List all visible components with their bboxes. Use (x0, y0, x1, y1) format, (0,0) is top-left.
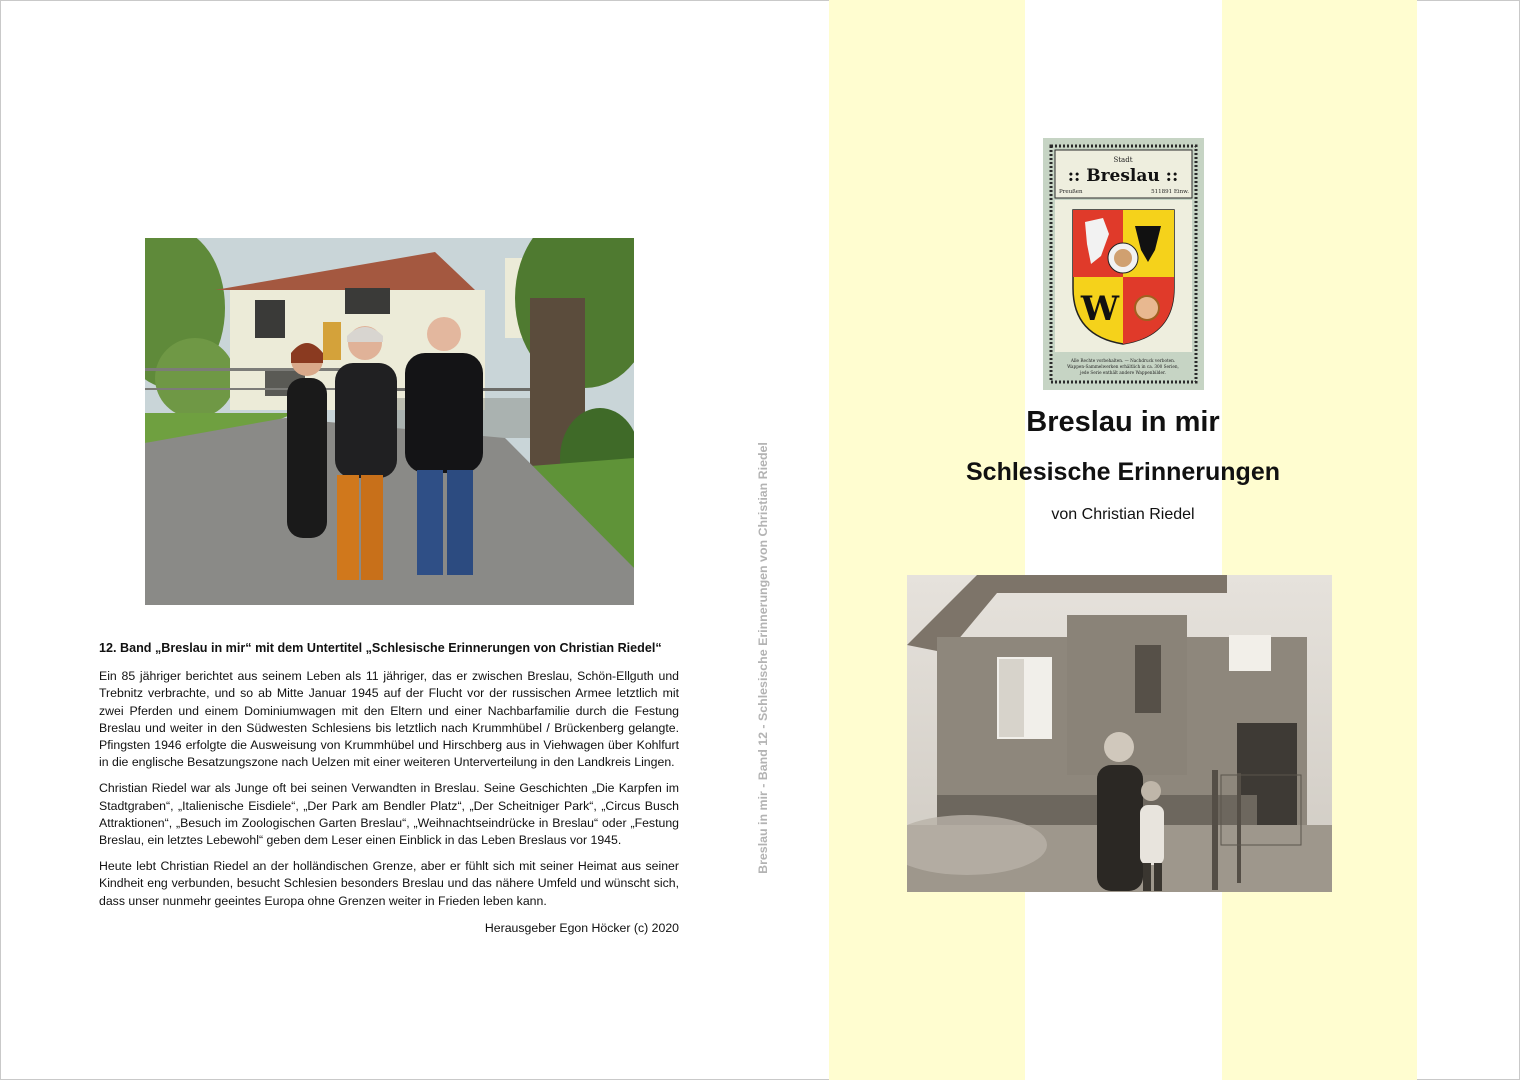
front-cover-photo (907, 575, 1332, 892)
book-author: von Christian Riedel (1051, 506, 1195, 523)
back-cover-text (99, 640, 679, 937)
book-subtitle: Schlesische Erinnerungen (966, 458, 1280, 486)
back-paragraph-3: Heute lebt Christian Riedel an der holländischen Grenze, aber er fühlt sich mit seiner Heimat aus seiner Kindheit eng verbunden, besucht Schlesien besonders Breslau und das nähere Umfeld und wünscht sich, dass unser nunmehr geeintes Europa ohne Grenzen weiter in Frieden leben kann. (99, 859, 679, 908)
stamp-top-small: Stadt (1113, 156, 1133, 164)
spine-text: Breslau in mir - Band 12 - Schlesische Erinnerungen von Christian Riedel (756, 442, 770, 874)
book-title: Breslau in mir (1026, 406, 1220, 438)
breslau-stamp (1043, 138, 1204, 390)
back-cover-heading: 12. Band „Breslau in mir“ mit dem Untertitel „Schlesische Erinnerungen von Christian Riedel“ (99, 641, 662, 655)
stamp-city: :: Breslau :: (1067, 166, 1179, 186)
breslau-coat-of-arms-icon (1043, 138, 1204, 390)
publisher-credit: Herausgeber Egon Höcker (c) 2020 (484, 920, 679, 935)
stamp-right-small: 511891 Einw. (1151, 189, 1189, 195)
back-cover-photo (145, 238, 634, 605)
three-people-house-photo (145, 238, 634, 605)
stamp-footer-line-3: jede Serie enthält andere Wappenbilder. (1080, 370, 1166, 375)
back-paragraph-2: Christian Riedel war als Junge oft bei seinen Verwandten in Breslau. Seine Geschichten „Die Karpfen im Stadtgraben“, „Italienische Eisdiele“, „Der Park am Bendler Platz“, „Der Scheitniger Park“, „Circus Busch Attraktionen“, „Besuch im Zoologischen Garten Breslau“, „Weihnachtseindrücke in Breslau“ oder „Festung Breslau, ein letztes Lebewohl“ geben dem Leser einen Einblick in das Leben Breslaus vor 1945. (99, 781, 679, 848)
historic-house-photo (907, 575, 1332, 892)
stamp-left-small: Preußen (1059, 189, 1083, 195)
stamp-letter: W (1080, 289, 1120, 329)
stamp-footer-line-2: Wappen-Sammelwerken erhältlich in ca. 300 Serien, (1067, 364, 1179, 369)
stamp-footer-line-1: Alle Rechte vorbehalten. — Nachdruck verboten. (1070, 358, 1176, 363)
back-paragraph-1: Ein 85 jähriger berichtet aus seinem Leben als 11 jähriger, das er zwischen Breslau, Schön-Ellguth und Trebnitz verbrachte, und so ab Mitte Januar 1945 auf der Flucht vor der russischen Armee letztlich mit zwei Pferden und einem Dominiumwagen mit den Eltern und einer Nachbarfamilie durch die Festung Breslau und weiter in den Südwesten Schlesiens bis letztlich nach Krummhübel / Brückenberg gelangte. Pfingsten 1946 erfolgte die Ausweisung von Krummhübel und Hirschberg aus in Viehwagen über Kohlfurt in die englische Besatzungszone nach Uelzen mit einer weiteren Unterverteilung in den Landkreis Lingen. (99, 669, 679, 770)
